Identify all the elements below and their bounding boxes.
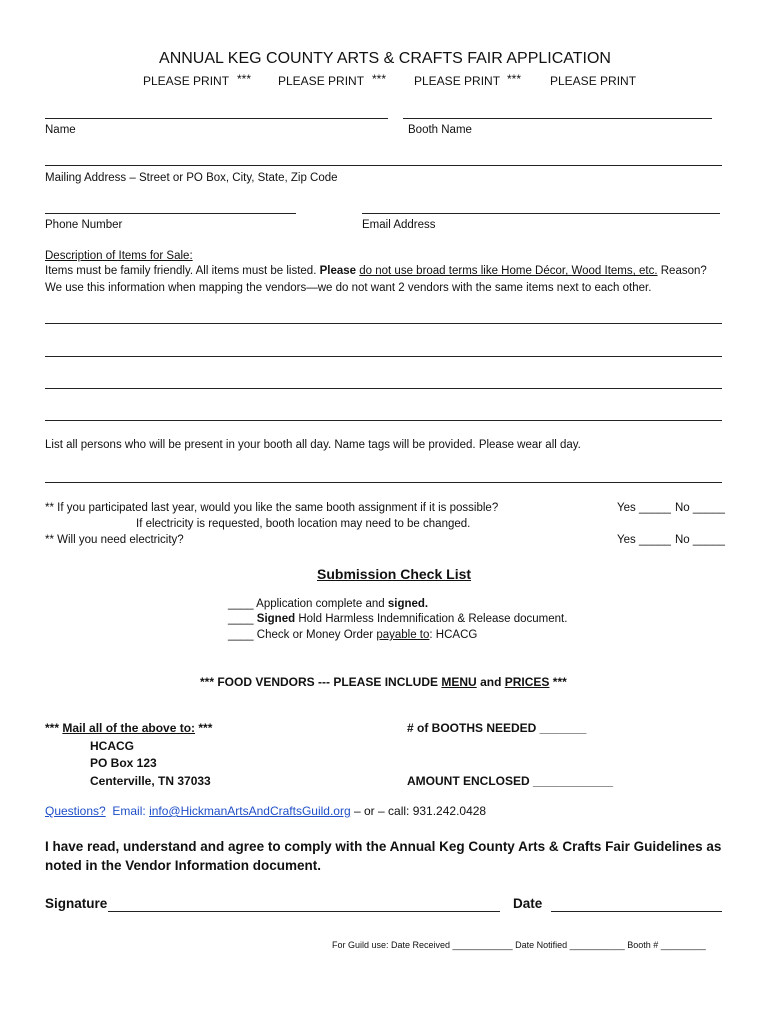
checklist-item-2-signed: Signed (256, 613, 296, 625)
phone-line[interactable] (45, 213, 296, 214)
food-vendors-text: *** FOOD VENDORS --- PLEASE INCLUDE (200, 675, 439, 689)
mailing-address-label: Mailing Address – Street or PO Box, City, State, Zip Code (45, 172, 338, 184)
checklist-item-1-signed: signed. (387, 598, 429, 610)
electricity-question: ** Will you need electricity? (45, 534, 184, 546)
email-prefix: Email: (112, 804, 146, 818)
print-note-1: PLEASE PRINT (143, 74, 230, 88)
food-vendors-and: and (480, 675, 502, 689)
print-note-4: PLEASE PRINT (550, 74, 637, 88)
print-note-2: PLEASE PRINT (278, 74, 365, 88)
description-line-1 (45, 265, 707, 277)
description-text-please: Please (319, 265, 357, 277)
contact-call: – or – call: 931.242.0428 (354, 804, 487, 818)
checklist-title: Submission Check List (317, 566, 472, 582)
food-vendors-prices: PRICES (504, 675, 550, 689)
description-text-c: do not use broad terms like Home Décor, Wood Items, etc. (359, 265, 658, 277)
print-note-3: PLEASE PRINT (414, 74, 501, 88)
mail-heading (45, 721, 212, 735)
description-heading: Description of Items for Sale: (45, 250, 193, 262)
booth-assignment-question: ** If you participated last year, would you like the same booth assignment if it is possible? (45, 502, 499, 514)
description-text-d: Reason? (660, 265, 707, 277)
email-label: Email Address (362, 219, 436, 231)
persons-instructions: List all persons who will be present in your booth all day. Name tags will be provided. Please wear all day. (45, 439, 581, 451)
signature-line[interactable] (108, 911, 500, 912)
email-line[interactable] (362, 213, 720, 214)
electricity-note: If electricity is requested, booth location may need to be changed. (136, 518, 471, 530)
persons-line[interactable] (45, 482, 722, 483)
booth-name-line[interactable] (403, 118, 712, 119)
contact-line (45, 804, 486, 818)
mailing-address-line[interactable] (45, 165, 722, 166)
mail-label: Mail all of the above to: (62, 721, 196, 735)
phone-label: Phone Number (45, 219, 123, 231)
checklist-item-2-text: Hold Harmless Indemnification & Release document. (298, 613, 568, 625)
name-line[interactable] (45, 118, 388, 119)
agreement-line-2: noted in the Vendor Information document. (45, 858, 321, 873)
guild-use-footer: For Guild use: Date Received ____________ Date Notified ___________ Booth # _________ (332, 940, 706, 950)
amount-enclosed-field[interactable]: AMOUNT ENCLOSED ____________ (407, 774, 614, 788)
food-vendors-stars: *** (552, 675, 567, 689)
print-note-stars-1: *** (237, 72, 252, 86)
description-line-2: We use this information when mapping the vendors—we do not want 2 vendors with the same items next to each other. (45, 282, 652, 294)
description-blank-line-3[interactable] (45, 388, 722, 389)
name-label: Name (45, 124, 76, 136)
description-blank-line-4[interactable] (45, 420, 722, 421)
checklist-item-1-text: Application complete and (256, 598, 385, 610)
food-vendors-menu: MENU (441, 675, 477, 689)
checklist-item-2 (228, 613, 567, 625)
mail-address-line-3: Centerville, TN 37033 (90, 774, 211, 788)
description-blank-line-2[interactable] (45, 356, 722, 357)
agreement-line-1: I have read, understand and agree to comply with the Annual Keg County Arts & Crafts Fair Guidelines as (45, 839, 722, 854)
checklist-blank-2[interactable]: ____ (228, 613, 254, 625)
contact-email-link[interactable]: info@HickmanArtsAndCraftsGuild.org (149, 804, 351, 818)
checklist-blank-3[interactable]: ____ (228, 629, 254, 641)
signature-label: Signature (45, 896, 108, 911)
page-title: ANNUAL KEG COUNTY ARTS & CRAFTS FAIR APPLICATION (159, 50, 611, 67)
description-text-a: Items must be family friendly. All items must be listed. (45, 265, 317, 277)
checklist-item-3-payee: : HCACG (429, 629, 478, 641)
mail-address-line-2: PO Box 123 (90, 756, 157, 770)
checklist-item-3-payable: payable to (376, 629, 430, 641)
description-blank-line-1[interactable] (45, 323, 722, 324)
questions-label: Questions? (45, 804, 106, 818)
print-note-stars-3: *** (507, 72, 522, 86)
food-vendors-notice (200, 675, 567, 689)
date-label: Date (513, 896, 543, 911)
checklist-item-3 (228, 629, 477, 641)
electricity-yes[interactable]: Yes _____ (617, 534, 671, 546)
electricity-no[interactable]: No _____ (675, 534, 725, 546)
print-note-stars-2: *** (372, 72, 387, 86)
checklist-item-1 (228, 598, 428, 610)
mail-stars-right: *** (198, 721, 213, 735)
mail-address-line-1: HCACG (90, 739, 134, 753)
booths-needed-field[interactable]: # of BOOTHS NEEDED _______ (407, 721, 587, 735)
mail-stars-left: *** (45, 721, 60, 735)
booth-assignment-yes[interactable]: Yes _____ (617, 502, 671, 514)
checklist-item-3-text: Check or Money Order (256, 629, 374, 641)
date-line[interactable] (551, 911, 722, 912)
checklist-blank-1[interactable]: ____ (228, 598, 254, 610)
booth-name-label: Booth Name (408, 124, 472, 136)
booth-assignment-no[interactable]: No _____ (675, 502, 725, 514)
